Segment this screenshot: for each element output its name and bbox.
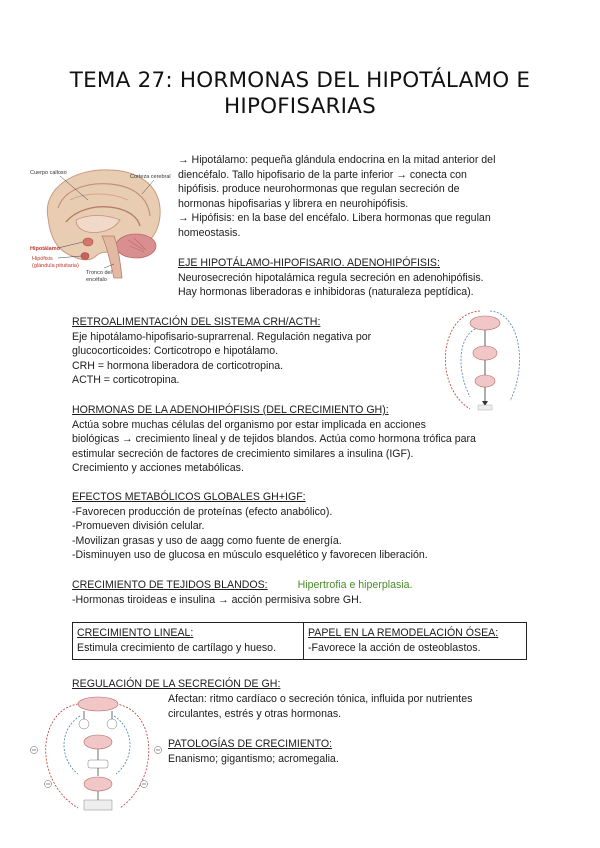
label-hipotalamo: Hipotálamo xyxy=(30,246,60,252)
table-cell xyxy=(73,623,304,660)
tejidos-note: Hipertrofia e hiperplasia. xyxy=(297,579,413,591)
node-hipofisis-gh xyxy=(84,735,112,749)
intro-line: hipófisis. produce neurohormonas que regulan secreción de xyxy=(178,183,460,196)
retro-heading: RETROALIMENTACIÓN DEL SISTEMA CRH/ACTH: xyxy=(72,316,321,328)
retro-line: glucocorticoides: Corticotropo e hipotálamo. xyxy=(72,345,279,358)
adeno-line: estimular secreción de factores de crecimiento similares a insulina (IGF). xyxy=(72,447,414,460)
label-hipofisis: Hipófisis xyxy=(32,256,53,262)
hypothalamus-shape xyxy=(83,238,93,246)
eje-section xyxy=(178,256,484,300)
eje-line: Hay hormonas liberadoras e inhibidoras (naturaleza peptídica). xyxy=(178,286,474,299)
page-title-line-1: TEMA 27: HORMONAS DEL HIPOTÁLAMO E xyxy=(69,68,531,93)
pituitary-shape xyxy=(81,253,89,260)
efectos-line: -Movilizan grasas y uso de aagg como fuente de energía. xyxy=(72,534,342,547)
retro-section xyxy=(72,315,371,388)
label-corteza-cerebral: Corteza cerebral xyxy=(130,174,171,180)
adeno-line: Actúa sobre muchas células del organismo por estar implicada en acciones xyxy=(72,418,426,431)
table-cell xyxy=(304,623,527,660)
patologias-line: Enanismo; gigantismo; acromegalia. xyxy=(168,752,339,765)
efectos-line: -Promueven división celular. xyxy=(72,520,205,533)
node-suprarrenal xyxy=(475,375,495,387)
intro-line: → Hipotálamo: pequeña glándula endocrina en la mitad anterior del xyxy=(178,154,496,166)
patologias-section xyxy=(168,737,339,766)
adeno-heading: HORMONAS DE LA ADENOHIPÓFISIS (DEL CRECIMIENTO GH): xyxy=(72,404,389,416)
page-title-line-2: HIPOFISARIAS xyxy=(224,94,376,119)
node-hipotalamo-gh xyxy=(78,697,118,711)
adeno-line: biológicas → crecimiento lineal y de tejidos blandos. Actúa como hormona trófica para xyxy=(72,433,476,446)
node-hipofisis xyxy=(473,346,497,360)
efectos-line: -Disminuyen uso de glucosa en músculo esquelético y favorecen liberación. xyxy=(72,549,428,562)
label-tronco-1: Tronco del xyxy=(86,270,112,276)
efectos-section xyxy=(72,490,428,563)
efectos-line: -Favorecen producción de proteínas (efecto anabólico). xyxy=(72,505,333,518)
intro-line: homeostasis. xyxy=(178,226,241,239)
intro-block xyxy=(178,153,495,241)
regulacion-line: circulantes, estrés y otras hormonas. xyxy=(168,707,342,720)
node-hipotalamo xyxy=(470,316,500,330)
intro-line: diencéfalo. Tallo hipofisario de la parte inferior → conecta con xyxy=(178,168,467,181)
retro-line: CRH = hormona liberadora de corticotropina. xyxy=(72,359,284,372)
node-higado xyxy=(84,777,112,791)
table-row xyxy=(73,623,527,660)
page-title xyxy=(0,68,600,120)
patologias-heading: PATOLOGÍAS DE CRECIMIENTO: xyxy=(168,738,333,750)
retro-line: Eje hipotálamo-hipofisario-suprarrenal. Regulación negativa por xyxy=(72,330,372,343)
adeno-line: Crecimiento y acciones metabólicas. xyxy=(72,462,244,475)
regulacion-heading: REGULACIÓN DE LA SECRECIÓN DE GH: xyxy=(72,678,281,690)
retro-line: ACTH = corticotropina. xyxy=(72,374,180,387)
regulacion-line: Afectan: ritmo cardíaco o secreción tónica, influida por nutrientes xyxy=(168,693,473,705)
growth-table xyxy=(72,622,527,660)
tejidos-heading: CRECIMIENTO DE TEJIDOS BLANDOS: xyxy=(72,579,268,591)
label-tronco-2: encéfalo xyxy=(86,277,107,283)
remodelacion-osea-header: PAPEL EN LA REMODELACIÓN ÓSEA: xyxy=(308,627,499,639)
cerebellum-shape xyxy=(116,234,156,258)
brain-sagittal-figure xyxy=(30,160,180,288)
intro-line: hormonas hipofisarias y librera en neurohipófisis. xyxy=(178,197,409,210)
regulacion-body xyxy=(168,692,472,721)
intro-line: → Hipófisis: en la base del encéfalo. Libera hormonas que regulan xyxy=(178,212,491,225)
adeno-section xyxy=(72,403,476,476)
tejidos-line: -Hormonas tiroideas e insulina → acción permisiva sobre GH. xyxy=(72,593,362,606)
label-cuerpo-calloso: Cuerpo calloso xyxy=(30,170,67,176)
crecimiento-lineal-header: CRECIMIENTO LINEAL: xyxy=(77,627,194,639)
label-glandula-pituitaria: (glándula pituitaria) xyxy=(32,263,79,269)
gh-regulation-diagram xyxy=(28,690,168,820)
tejidos-section xyxy=(72,578,412,607)
eje-heading: EJE HIPOTÁLAMO-HIPOFISARIO. ADENOHIPÓFISIS: xyxy=(178,257,440,269)
remodelacion-osea-text: -Favorece la acción de osteoblastos. xyxy=(308,641,481,654)
eje-line: Neurosecreción hipotalámica regula secreción en adenohipófisis. xyxy=(178,271,484,284)
efectos-heading: EFECTOS METABÓLICOS GLOBALES GH+IGF: xyxy=(72,491,306,503)
crecimiento-lineal-text: Estimula crecimiento de cartílago y hueso. xyxy=(77,641,277,654)
crh-acth-feedback-diagram xyxy=(430,305,530,415)
